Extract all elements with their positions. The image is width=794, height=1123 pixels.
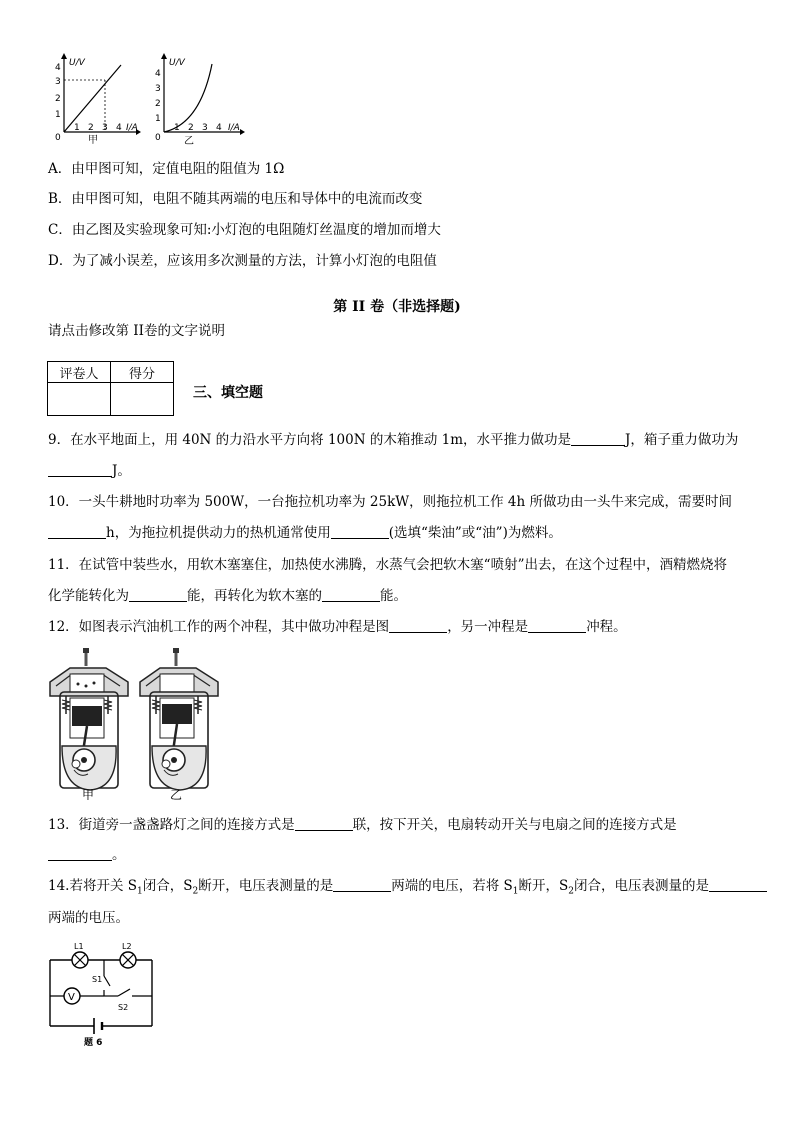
question-13-line2: [48, 846, 126, 864]
graph-yi-xtick: 4: [216, 123, 222, 133]
q12-text: ，另一冲程是: [447, 619, 529, 635]
graph-yi-ylabel: U/V: [169, 58, 185, 68]
answer-blank[interactable]: [48, 524, 106, 539]
graph-yi-xtick: 1: [174, 123, 180, 133]
engine-diagram: [42, 648, 222, 800]
question-11-line2: [48, 587, 407, 605]
question-13: [48, 816, 677, 834]
section-title: 三、填空题: [193, 385, 263, 401]
graph-yi-xlabel: I/A: [228, 123, 240, 133]
graph-yi-ytick: 4: [155, 69, 161, 79]
circuit-diagram: [44, 940, 160, 1048]
graph-yi-ytick: 2: [155, 99, 161, 109]
answer-blank[interactable]: [48, 846, 112, 861]
q9-text: J。: [112, 463, 131, 479]
answer-blank[interactable]: [48, 462, 112, 477]
question-11: 11．在试管中装些水，用软木塞塞住，加热使水沸腾，水蒸气会把软木塞“喷射”出去，在这个过程中，酒精燃烧将: [48, 557, 727, 573]
answer-blank[interactable]: [129, 587, 187, 602]
lamp-l2-label: L2: [122, 942, 132, 951]
engine-jia: [50, 648, 128, 800]
q14-sub: 1: [137, 886, 143, 897]
q11-text: 化学能转化为: [48, 588, 129, 604]
score-table-score: 得分: [111, 362, 174, 383]
graph-yi-origin: 0: [155, 133, 161, 143]
graph-yi-caption: 乙: [184, 136, 194, 146]
circuit-caption: 题 6: [84, 1038, 103, 1048]
q14-text: 闭合，S: [142, 878, 193, 894]
graph-jia-ytick: 1: [55, 110, 61, 120]
answer-blank[interactable]: [389, 618, 447, 633]
score-table-grader: 评卷人: [48, 362, 111, 383]
q13-text: 联，按下开关，电扇转动开关与电扇之间的连接方式是: [352, 817, 677, 833]
q12-text: 12．如图表示汽油机工作的两个冲程，其中做功冲程是图: [48, 619, 390, 635]
answer-blank[interactable]: [709, 877, 767, 892]
answer-blank[interactable]: [571, 431, 625, 446]
graph-jia-ytick: 4: [55, 63, 61, 73]
q14-text: 14.若将开关 S: [48, 878, 138, 894]
graph-yi-ytick: 1: [155, 114, 161, 124]
engine-yi: [140, 648, 218, 800]
q14-sub: 1: [512, 886, 519, 897]
option-c: C．由乙图及实验现象可知:小灯泡的电阻随灯丝温度的增加而增大: [48, 222, 441, 238]
graph-jia-xlabel: I/A: [126, 123, 138, 133]
part2-title: 第 II 卷（非选择题): [333, 299, 461, 315]
option-d: D．为了减小误差，应该用多次测量的方法，计算小灯泡的电阻值: [48, 253, 437, 269]
graph-jia-xtick: 3: [102, 123, 108, 133]
graph-jia-xtick: 1: [74, 123, 80, 133]
part2-note: 请点击修改第 II卷的文字说明: [48, 323, 225, 339]
score-table-grader-cell[interactable]: [48, 383, 111, 416]
switch-s1-label: S1: [92, 975, 103, 984]
q11-text: 能，再转化为软木塞的: [187, 588, 322, 604]
answer-blank[interactable]: [322, 587, 380, 602]
q10-text: (选填“柴油”或“油”)为燃料。: [388, 525, 562, 541]
answer-blank[interactable]: [331, 524, 389, 539]
q12-text: 冲程。: [586, 619, 627, 635]
switch-s2-icon: [118, 989, 130, 996]
answer-blank[interactable]: [333, 877, 391, 892]
graph-jia-caption: 甲: [88, 135, 98, 144]
graph-jia-xtick: 2: [88, 123, 94, 133]
switch-s2-label: S2: [118, 1003, 129, 1012]
graph-jia-ytick: 3: [55, 77, 61, 87]
q11-text: 能。: [380, 588, 407, 604]
q9-text: J，箱子重力做功为: [625, 432, 739, 448]
q14-text: 断开，S: [518, 878, 569, 894]
graph-jia: [52, 52, 142, 144]
engine-jia-label: 甲: [82, 788, 95, 800]
graph-jia-xtick: 4: [116, 123, 122, 133]
q14-text: 两端的电压，若将 S: [391, 878, 513, 894]
q10-text: h，为拖拉机提供动力的热机通常使用: [106, 525, 331, 541]
graph-jia-origin: 0: [55, 133, 61, 143]
score-table: [47, 361, 174, 416]
q14-sub: 2: [192, 886, 199, 897]
q9-text: 9．在水平地面上，用 40N 的力沿水平方向将 100N 的木箱推动 1m，水平推力做功是: [48, 432, 572, 448]
voltmeter-label: V: [68, 992, 75, 1003]
q14-text: 闭合，电压表测量的是: [574, 878, 709, 894]
question-12: [48, 618, 627, 636]
question-9-line2: [48, 462, 131, 480]
q13-text: 13．街道旁一盏盏路灯之间的连接方式是: [48, 817, 295, 833]
question-14: [48, 877, 767, 901]
question-10-line2: [48, 524, 562, 542]
lamp-l1-label: L1: [74, 942, 84, 951]
score-table-score-cell[interactable]: [111, 383, 174, 416]
switch-s1-icon: [104, 976, 110, 986]
question-10: 10．一头牛耕地时功率为 500W，一台拖拉机功率为 25kW，则拖拉机工作 4h 所做功由一头牛来完成，需要时间: [48, 494, 733, 510]
answer-blank[interactable]: [295, 816, 353, 831]
graph-yi: [152, 52, 248, 146]
graph-jia-ylabel: U/V: [69, 58, 85, 68]
q14-sub: 2: [568, 886, 574, 897]
q13-text: 。: [112, 847, 126, 863]
answer-blank[interactable]: [528, 618, 586, 633]
question-9: [48, 431, 738, 449]
graph-jia-ytick: 2: [55, 94, 61, 104]
graph-yi-xtick: 2: [188, 123, 194, 133]
graph-yi-ytick: 3: [155, 84, 161, 94]
question-14-line2: 两端的电压。: [48, 910, 129, 926]
option-a: A．由甲图可知，定值电阻的阻值为 1Ω: [48, 161, 285, 177]
graph-yi-xtick: 3: [202, 123, 208, 133]
option-b: B．由甲图可知，电阻不随其两端的电压和导体中的电流而改变: [48, 191, 423, 207]
engine-yi-label: 乙: [170, 788, 183, 800]
q14-text: 断开，电压表测量的是: [198, 878, 334, 894]
